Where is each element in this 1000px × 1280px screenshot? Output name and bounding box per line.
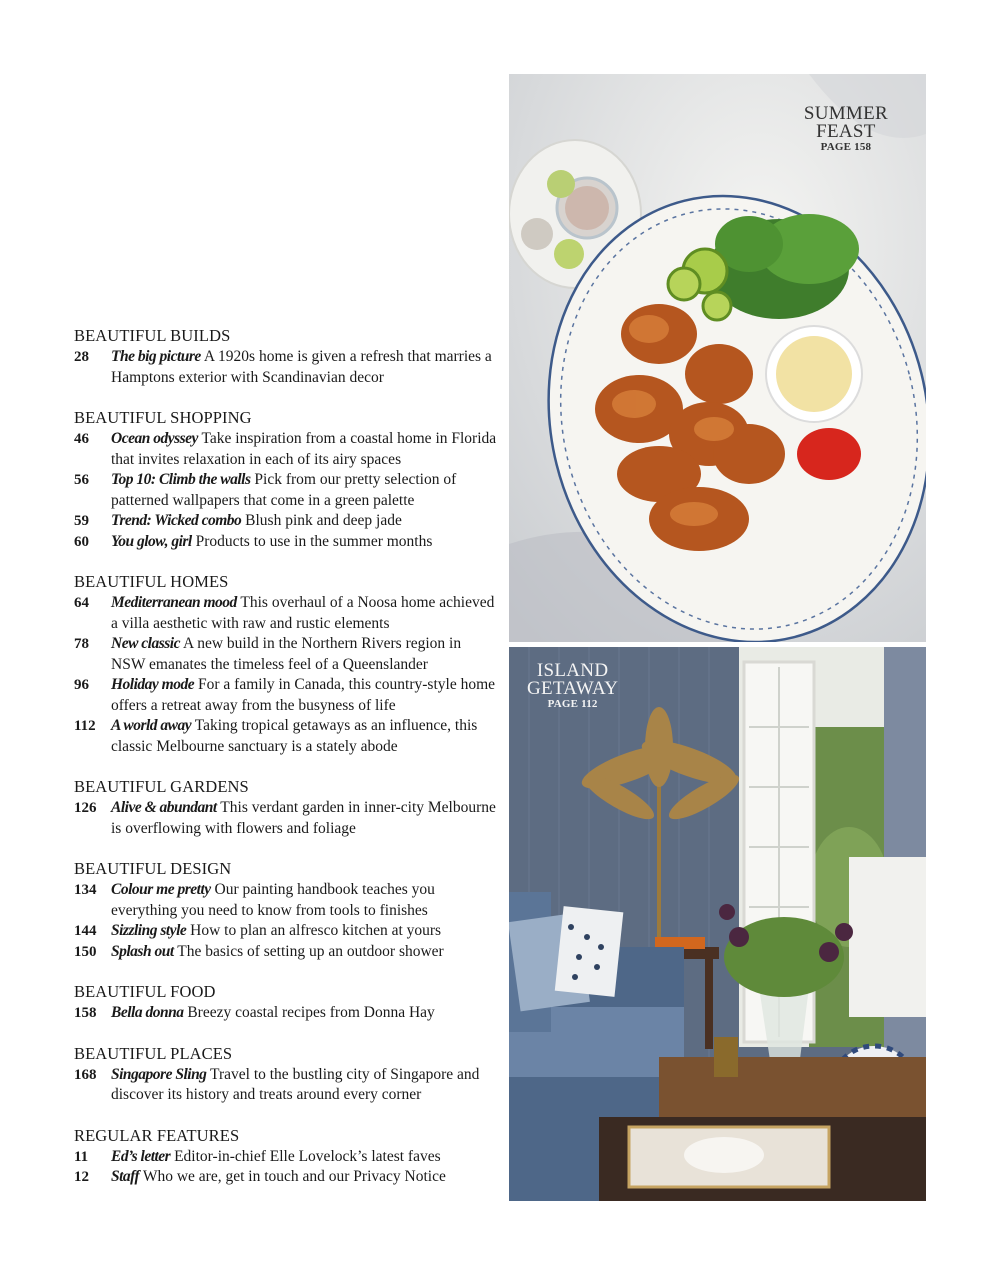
article-title: Mediterranean mood	[111, 594, 237, 611]
toc-section	[74, 1125, 499, 1188]
article-title: Staff	[111, 1168, 140, 1185]
article-title: Alive & abundant	[111, 799, 217, 816]
article-description: Breezy coastal recipes from Donna Hay	[187, 1004, 435, 1021]
article-description: Our painting handbook teaches you everything you need to know from tools to finishes	[111, 881, 435, 919]
article-description: Editor-in-chief Elle Lovelock’s latest faves	[174, 1147, 441, 1165]
article-title: Trend: Wicked combo	[111, 512, 242, 529]
section-heading: BEAUTIFUL FOOD	[74, 982, 216, 1001]
toc-section	[74, 407, 499, 552]
section-heading: BEAUTIFUL GARDENS	[74, 777, 249, 796]
article-title: Bella donna	[111, 1004, 184, 1021]
table-of-contents	[74, 325, 499, 1207]
living-room-image	[509, 647, 926, 1201]
summer-feast-photo[interactable]	[509, 74, 926, 642]
article-title: Colour me pretty	[111, 881, 211, 898]
article-title: Ed’s letter	[111, 1147, 171, 1165]
article-description: A 1920s home is given a refresh that marries a Hamptons exterior with Scandinavian decor	[111, 348, 492, 386]
article-description: Products to use in the summer months	[195, 532, 433, 550]
page-number: 12	[74, 1169, 89, 1185]
article-title: New classic	[111, 635, 180, 652]
section-heading: BEAUTIFUL DESIGN	[74, 859, 232, 878]
toc-entry[interactable]	[74, 880, 499, 921]
article-description: Pick from our pretty selection of patterned wallpapers that come in a green palette	[111, 471, 457, 509]
article-description: This overhaul of a Noosa home achieved a villa aesthetic with raw and rustic elements	[111, 594, 495, 632]
page-number: 59	[74, 513, 89, 529]
toc-section	[74, 776, 499, 839]
article-title: Ocean odyssey	[111, 430, 198, 447]
caption-line-2: FEAST	[816, 121, 876, 142]
article-title: A world away	[111, 717, 192, 734]
toc-entry[interactable]	[74, 511, 499, 532]
island-getaway-caption	[527, 662, 618, 710]
toc-entry[interactable]	[74, 347, 499, 388]
toc-section	[74, 1043, 499, 1106]
caption-line-1: ISLAND	[536, 660, 609, 681]
page-number: 96	[74, 677, 89, 693]
toc-section	[74, 858, 499, 962]
page-number: 158	[74, 1005, 97, 1021]
article-title: Singapore Sling	[111, 1065, 207, 1083]
toc-entry[interactable]	[74, 1147, 499, 1168]
article-description: For a family in Canada, this country-style home offers a retreat away from the busyness of life	[111, 676, 496, 714]
toc-entry[interactable]	[74, 675, 499, 716]
article-description: The basics of setting up an outdoor shower	[177, 942, 444, 960]
section-heading: BEAUTIFUL HOMES	[74, 572, 229, 591]
section-heading: BEAUTIFUL PLACES	[74, 1043, 233, 1063]
article-description: Blush pink and deep jade	[245, 512, 402, 529]
toc-entry[interactable]	[74, 1167, 499, 1188]
page-number: 112	[74, 718, 96, 734]
article-title: Splash out	[111, 942, 174, 960]
toc-entry[interactable]	[74, 921, 499, 942]
page-number: 64	[74, 595, 89, 611]
article-description: Take inspiration from a coastal home in Florida that invites relaxation in each of its airy spaces	[111, 430, 497, 468]
toc-entry[interactable]	[74, 532, 499, 553]
island-getaway-photo[interactable]	[509, 647, 926, 1201]
caption-line-2: GETAWAY	[527, 678, 619, 699]
article-description: Taking tropical getaways as an influence, this classic Melbourne sanctuary is a stately abode	[111, 717, 478, 755]
article-description: A new build in the Northern Rivers region in NSW emanates the timeless feel of a Queenslander	[111, 635, 462, 673]
page-number: 60	[74, 533, 89, 550]
article-title: The big picture	[111, 348, 201, 365]
page-number: 134	[74, 882, 97, 898]
page-number: 144	[74, 923, 97, 939]
article-description: This verdant garden in inner-city Melbourne is overflowing with flowers and foliage	[111, 799, 496, 837]
toc-entry[interactable]	[74, 470, 499, 511]
article-description: How to plan an alfresco kitchen at yours	[190, 922, 442, 939]
toc-section	[74, 325, 499, 388]
article-title: Sizzling style	[111, 922, 187, 939]
article-description: Who we are, get in touch and our Privacy Notice	[142, 1168, 446, 1185]
page-number: 56	[74, 472, 89, 488]
summer-feast-caption	[804, 105, 888, 153]
toc-entry[interactable]	[74, 798, 499, 839]
page-number: 126	[74, 800, 97, 816]
caption-page-ref: PAGE 112	[547, 698, 598, 710]
toc-entry[interactable]	[74, 716, 499, 757]
section-heading: BEAUTIFUL BUILDS	[74, 326, 231, 345]
toc-entry[interactable]	[74, 1065, 499, 1106]
article-title: Holiday mode	[111, 676, 195, 693]
article-title: You glow, girl	[111, 532, 192, 550]
food-platter-image	[509, 74, 926, 642]
toc-entry[interactable]	[74, 429, 499, 470]
toc-section	[74, 571, 499, 757]
page-number: 28	[74, 349, 89, 365]
caption-line-1: SUMMER	[803, 103, 888, 124]
section-heading: BEAUTIFUL SHOPPING	[74, 408, 252, 427]
page-number: 46	[74, 431, 89, 447]
toc-entry[interactable]	[74, 942, 499, 963]
toc-entry[interactable]	[74, 1003, 499, 1024]
caption-page-ref: PAGE 158	[820, 141, 872, 153]
page-number: 150	[74, 943, 97, 960]
page-number: 11	[74, 1148, 89, 1165]
section-heading: REGULAR FEATURES	[74, 1125, 240, 1145]
toc-entry[interactable]	[74, 634, 499, 675]
page-number: 168	[74, 1066, 97, 1083]
page-number: 78	[74, 636, 89, 652]
toc-entry[interactable]	[74, 593, 499, 634]
article-description: Travel to the bustling city of Singapore and discover its history and treats around every corner	[111, 1065, 480, 1103]
article-title: Top 10: Climb the walls	[111, 471, 251, 488]
toc-section	[74, 981, 499, 1024]
